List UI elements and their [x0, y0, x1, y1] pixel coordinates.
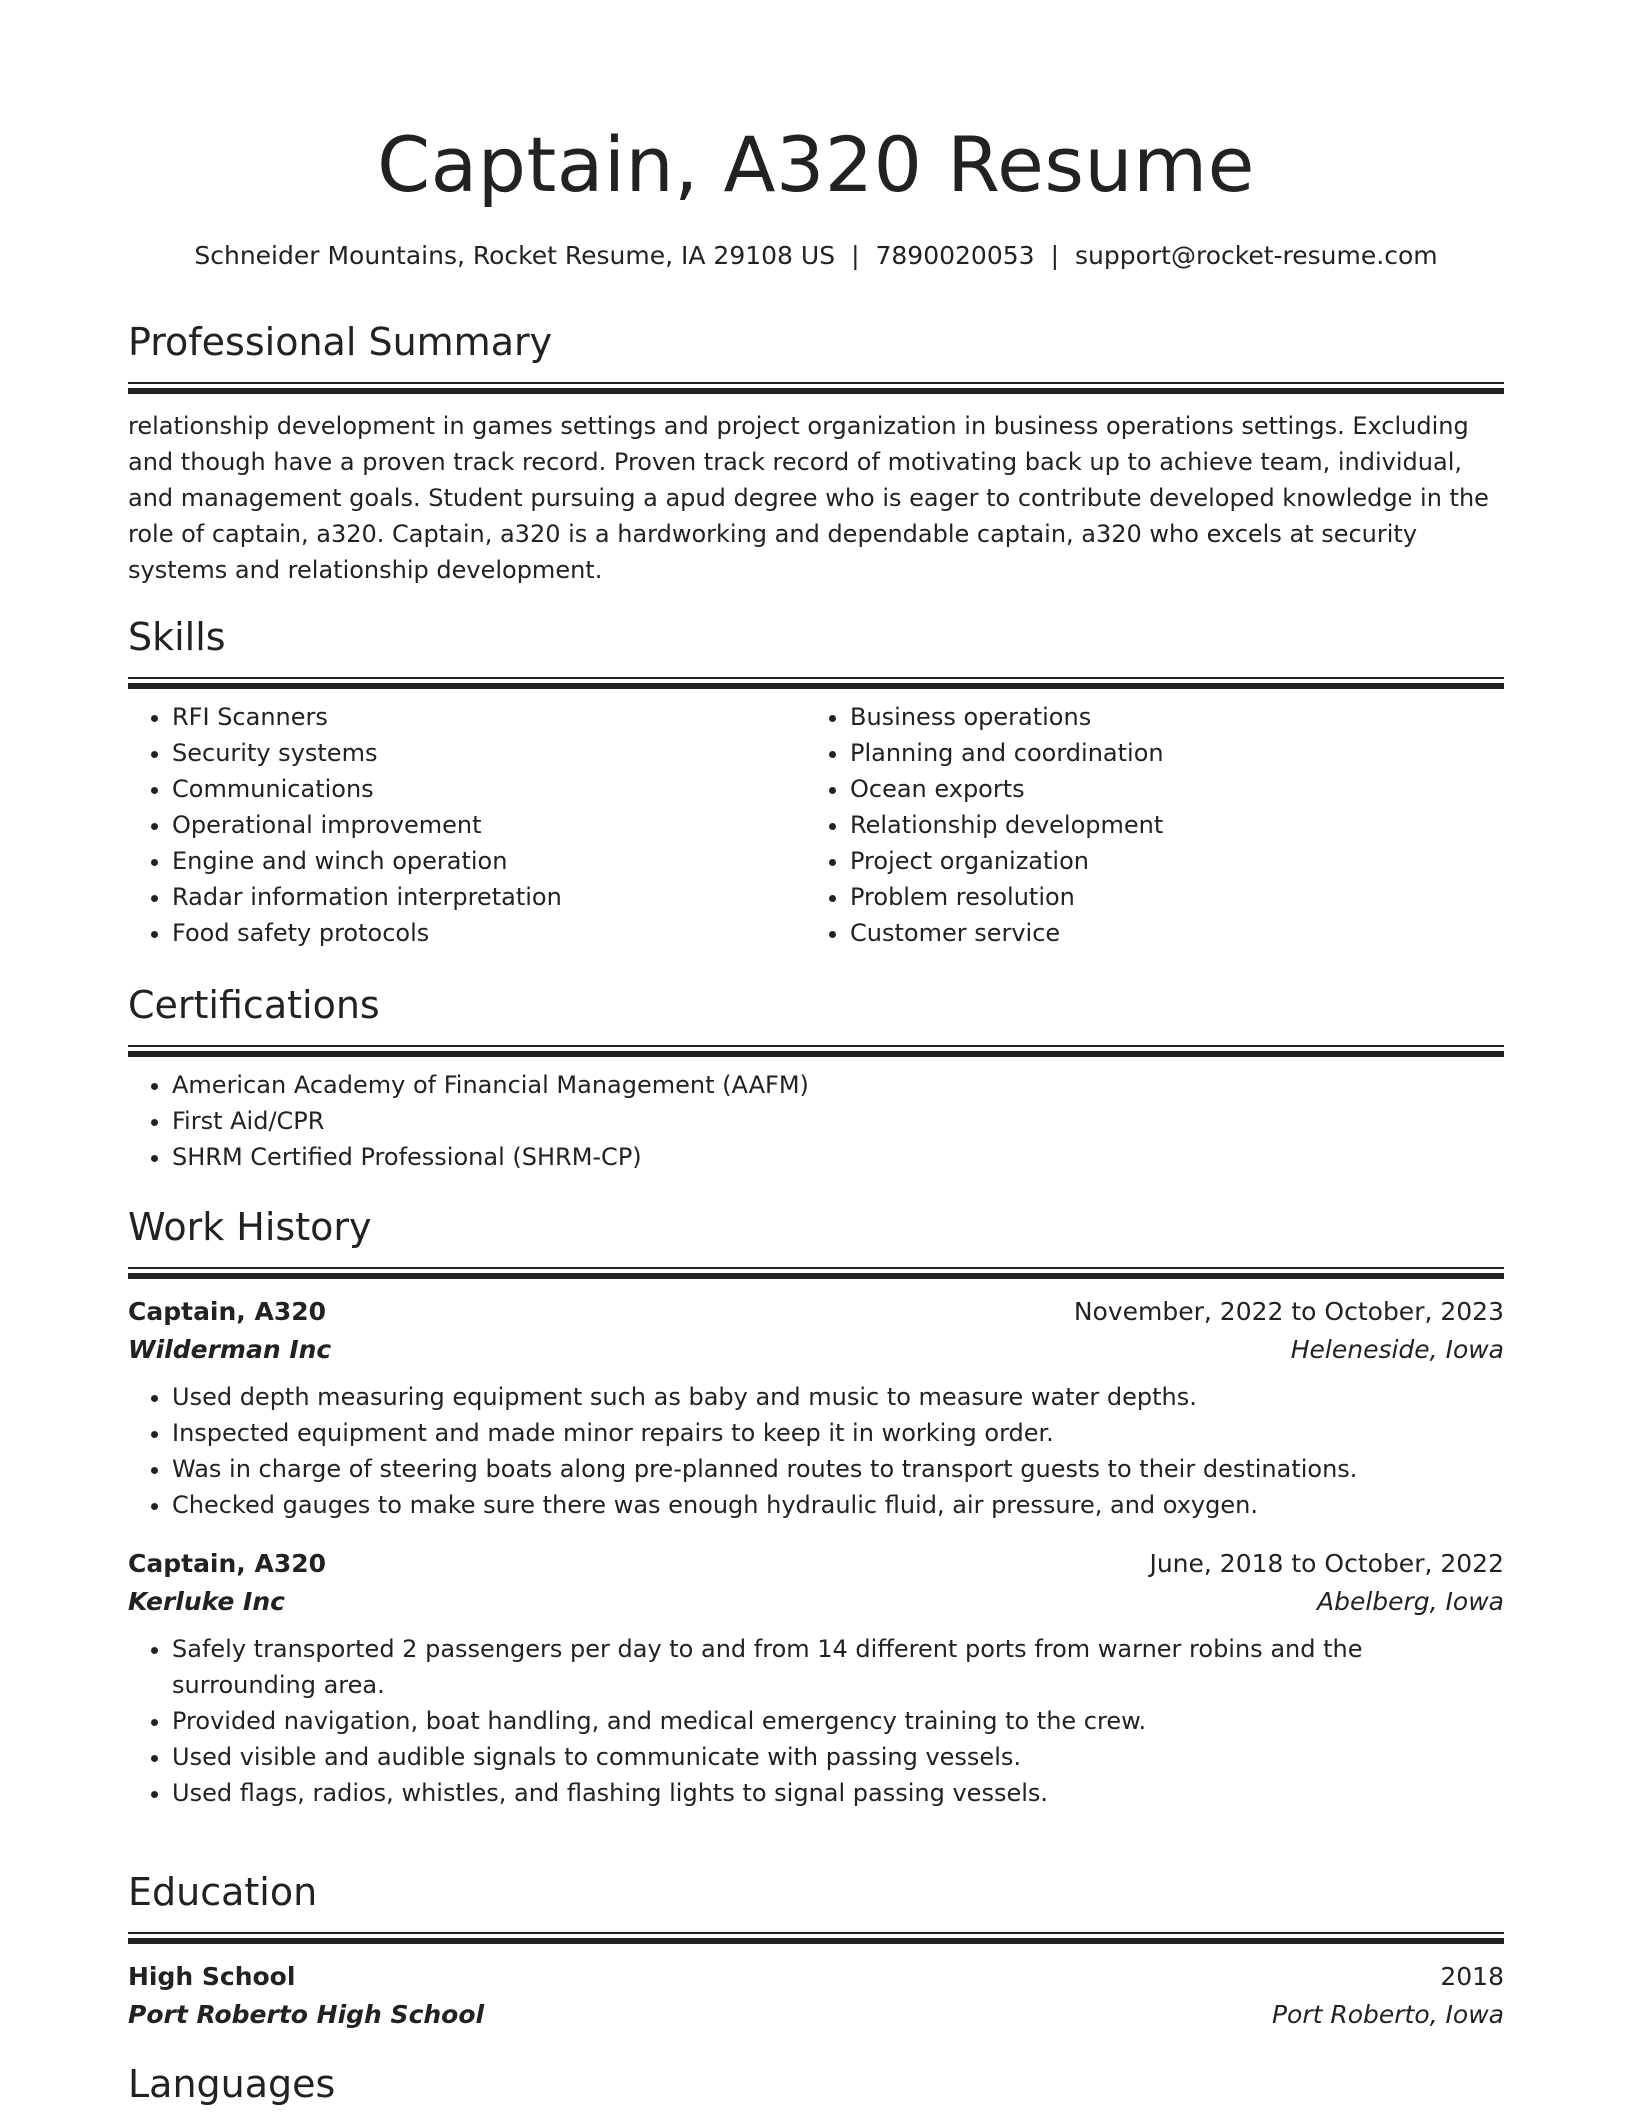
certification-item: • SHRM Certified Professional (SHRM-CP) [172, 1139, 1504, 1175]
certification-item: • First Aid/CPR [172, 1103, 1504, 1139]
skill-item: • RFI Scanners [172, 699, 806, 735]
job-bullets [128, 1631, 1504, 1811]
skill-item: • Project organization [850, 843, 1490, 879]
skill-item: • Food safety protocols [172, 915, 806, 951]
skill-item: • Security systems [172, 735, 806, 771]
job-location: Heleneside, Iowa [1290, 1335, 1504, 1364]
section-divider [128, 382, 1504, 394]
skill-item: • Communications [172, 771, 806, 807]
section-divider [128, 677, 1504, 689]
contact-phone: 7890020053 [875, 241, 1035, 270]
skill-item: • Relationship development [850, 807, 1490, 843]
section-skills [128, 613, 1504, 951]
skills-list-left [128, 699, 806, 951]
job-company: Kerluke Inc [128, 1587, 285, 1616]
job-dates: June, 2018 to October, 2022 [1149, 1549, 1504, 1578]
contact-separator: | [851, 241, 860, 270]
resume-name: Captain, A320 Resume [377, 120, 1255, 209]
job-bullet: • Used visible and audible signals to communicate with passing vessels. [172, 1739, 1504, 1775]
section-title: Work History [128, 1205, 372, 1249]
contact-line [128, 241, 1504, 270]
job-bullets [128, 1379, 1504, 1523]
section-title: Skills [128, 615, 226, 659]
job-company: Wilderman Inc [128, 1335, 332, 1364]
skill-item: • Ocean exports [850, 771, 1490, 807]
skills-list-right [806, 699, 1490, 951]
job-bullet: • Was in charge of steering boats along pre-planned routes to transport guests to their destinations. [172, 1451, 1504, 1487]
job-title: Captain, A320 [128, 1549, 327, 1578]
education-entry [128, 1958, 1504, 2034]
skill-item: • Radar information interpretation [172, 879, 806, 915]
job-entry [128, 1545, 1504, 1811]
job-subheader [128, 1331, 1504, 1369]
section-title: Languages [128, 2062, 336, 2106]
education-school: Port Roberto High School [128, 2000, 485, 2029]
section-divider [128, 1267, 1504, 1279]
education-degree: High School [128, 1962, 296, 1991]
section-certifications [128, 981, 1504, 1175]
contact-separator: | [1050, 241, 1059, 270]
section-title: Certifications [128, 983, 380, 1027]
section-education [128, 1868, 1504, 2034]
skill-item: • Problem resolution [850, 879, 1490, 915]
skill-item: • Customer service [850, 915, 1490, 951]
job-entry [128, 1293, 1504, 1523]
job-title: Captain, A320 [128, 1297, 327, 1326]
job-location: Abelberg, Iowa [1316, 1587, 1504, 1616]
skill-item: • Business operations [850, 699, 1490, 735]
education-location: Port Roberto, Iowa [1271, 2000, 1504, 2029]
job-header [128, 1545, 1504, 1583]
skill-item: • Operational improvement [172, 807, 806, 843]
section-summary [128, 318, 1504, 588]
job-bullet: • Inspected equipment and made minor repairs to keep it in working order. [172, 1415, 1504, 1451]
job-bullet: • Provided navigation, boat handling, and medical emergency training to the crew. [172, 1703, 1504, 1739]
summary-text: relationship development in games settings and project organization in business operations settings. Excluding and though have a proven track record. Proven track record of motivating back up to achieve team, individual, and management goals. Student pursuing a apud degree who is eager to contribute developed knowledge in the role of captain, a320. Captain, a320 is a hardworking and dependable captain, a320 who excels at security systems and relationship development. [128, 412, 1489, 584]
contact-email: support@rocket-resume.com [1075, 241, 1438, 270]
education-year: 2018 [1440, 1962, 1504, 1991]
job-dates: November, 2022 to October, 2023 [1073, 1297, 1504, 1326]
section-divider [128, 1932, 1504, 1944]
education-subheader [128, 1996, 1504, 2034]
section-title: Education [128, 1870, 318, 1914]
job-subheader [128, 1583, 1504, 1621]
section-work-history [128, 1203, 1504, 1811]
section-languages [128, 2060, 1504, 2108]
job-bullet: • Used flags, radios, whistles, and flashing lights to signal passing vessels. [172, 1775, 1504, 1811]
contact-address: Schneider Mountains, Rocket Resume, IA 29108 US [194, 241, 836, 270]
skill-item: • Engine and winch operation [172, 843, 806, 879]
job-bullet: • Used depth measuring equipment such as baby and music to measure water depths. [172, 1379, 1504, 1415]
certifications-list [128, 1067, 1504, 1175]
skill-item: • Planning and coordination [850, 735, 1490, 771]
job-bullet: • Safely transported 2 passengers per day to and from 14 different ports from warner robins and the surrounding area. [172, 1631, 1504, 1703]
section-title: Professional Summary [128, 320, 553, 364]
certification-item: • American Academy of Financial Management (AAFM) [172, 1067, 1504, 1103]
job-header [128, 1293, 1504, 1331]
skills-columns [128, 689, 1504, 951]
job-bullet: • Checked gauges to make sure there was enough hydraulic fluid, air pressure, and oxygen. [172, 1487, 1504, 1523]
section-divider [128, 1045, 1504, 1057]
education-header [128, 1958, 1504, 1996]
